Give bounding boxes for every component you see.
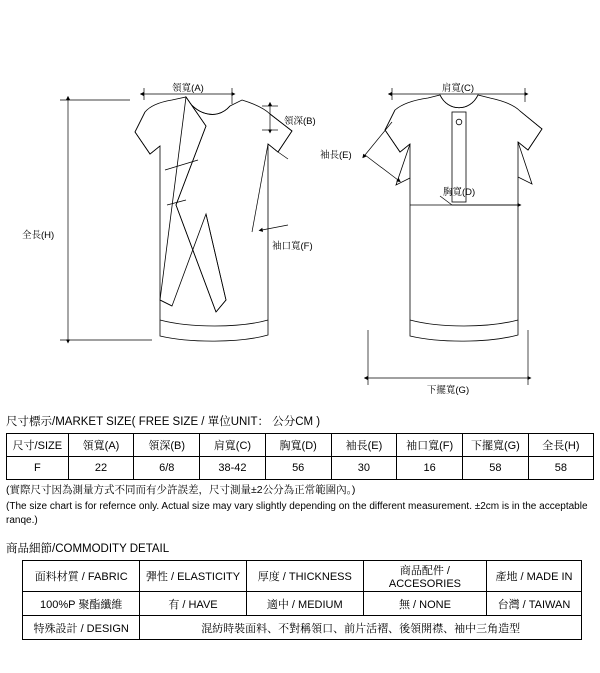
detail-header-cell: 面料材質 / FABRIC: [23, 561, 140, 592]
size-header-cell: 袖口寬(F): [397, 434, 463, 457]
size-header-cell: 領深(B): [134, 434, 200, 457]
size-note-zh: (實際尺寸因為測量方式不同而有少許誤差，尺寸測量±2公分為正常範圍內。): [6, 484, 356, 496]
design-value-cell: 混紡時裝面料、不對稱領口、前片活褶、後領開襟、袖中三角造型: [140, 616, 582, 640]
label-sleeve-length: 袖長(E): [320, 150, 352, 161]
label-shoulder: 肩寬(C): [441, 83, 475, 94]
table-row: [23, 561, 582, 592]
detail-value-cell: 無 / NONE: [363, 592, 486, 616]
size-cell: 38-42: [200, 457, 266, 480]
size-table: [6, 433, 594, 480]
size-header-cell: 下擺寬(G): [463, 434, 529, 457]
label-neck-width: 領寬(A): [172, 83, 204, 94]
label-chest: 胸寬(D): [443, 187, 476, 198]
size-cell: 6/8: [134, 457, 200, 480]
detail-value-cell: 台灣 / TAIWAN: [486, 592, 581, 616]
size-header-cell: 袖長(E): [331, 434, 397, 457]
size-header-cell: 肩寬(C): [200, 434, 266, 457]
size-note-en: (The size chart is for refernce only. Actual size may vary slightly depending on the different measurement. ±2cm is in the acceptable ranqe.): [6, 501, 588, 526]
detail-header-cell: 厚度 / THICKNESS: [246, 561, 363, 592]
table-row: [23, 616, 582, 640]
size-cell: F: [7, 457, 69, 480]
size-header-cell: 尺寸/SIZE: [7, 434, 69, 457]
detail-value-cell: 適中 / MEDIUM: [246, 592, 363, 616]
size-cell: 30: [331, 457, 397, 480]
detail-header-cell: 彈性 / ELASTICITY: [140, 561, 246, 592]
back-view-outline: [385, 95, 542, 341]
size-cell: 58: [463, 457, 529, 480]
size-header-cell: 胸寬(D): [265, 434, 331, 457]
detail-table: [22, 560, 582, 640]
detail-section-title: 商品細節/COMMODITY DETAIL: [6, 543, 170, 555]
table-row: [23, 592, 582, 616]
detail-header-cell: 商品配件 / ACCESORIES: [363, 561, 486, 592]
label-neck-depth: 領深(B): [284, 116, 316, 127]
table-row: [7, 457, 594, 480]
size-header-cell: 領寬(A): [68, 434, 134, 457]
front-view-outline: [135, 97, 292, 341]
detail-header-cell: 產地 / MADE IN: [486, 561, 581, 592]
detail-value-cell: 100%P 聚酯纖維: [23, 592, 140, 616]
size-cell: 16: [397, 457, 463, 480]
label-total-length: 全長(H): [22, 230, 55, 241]
size-cell: 56: [265, 457, 331, 480]
detail-value-cell: 有 / HAVE: [140, 592, 246, 616]
size-cell: 58: [528, 457, 593, 480]
label-hem: 下擺寬(G): [426, 385, 470, 396]
size-cell: 22: [68, 457, 134, 480]
design-label-cell: 特殊設計 / DESIGN: [23, 616, 140, 640]
label-sleeve-opening: 袖口寬(F): [272, 241, 313, 252]
size-table-header-row: [7, 434, 594, 457]
size-header-cell: 全長(H): [528, 434, 593, 457]
size-section-title: 尺寸標示/MARKET SIZE( FREE SIZE / 單位UNIT： 公分CM ): [6, 416, 321, 428]
